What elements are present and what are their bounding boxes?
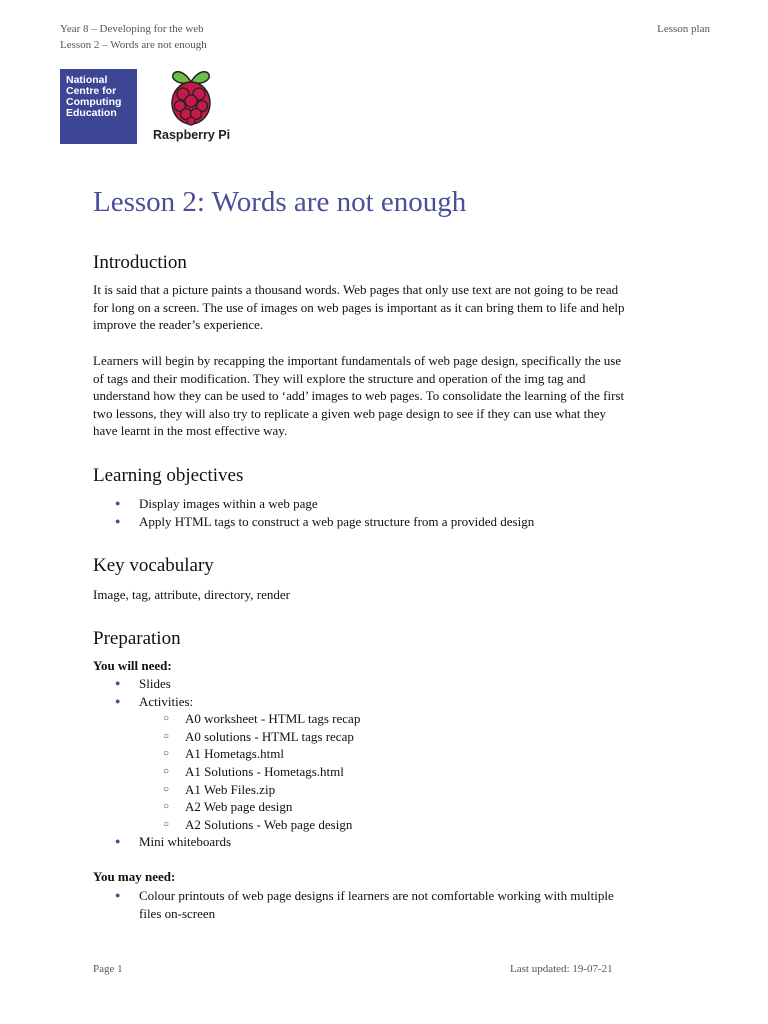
activity-item: ○ A1 Hometags.html xyxy=(93,745,360,763)
list-item-activities xyxy=(93,693,360,834)
you-may-need-list xyxy=(93,887,614,922)
objectives-list xyxy=(93,495,534,530)
activities-list xyxy=(139,710,360,833)
raspberry-pi-label: Raspberry Pi xyxy=(153,128,231,142)
section-heading-vocabulary: Key vocabulary xyxy=(93,555,214,576)
raspberry-icon xyxy=(167,66,215,126)
footer-page-number: Page 1 xyxy=(93,963,123,975)
paragraph-line: two lessons, they will also try to replicate a given web page design to see if they can use what they xyxy=(93,405,606,421)
section-heading-preparation: Preparation xyxy=(93,628,181,649)
list-item-line: files on-screen xyxy=(139,905,216,921)
ncce-logo-line: Education xyxy=(66,107,117,119)
paragraph-line: for long on a screen. The use of images on web pages is important as it can bring them to life and help xyxy=(93,299,625,315)
document-header-left xyxy=(60,21,207,53)
activity-item: ○ A1 Web Files.zip xyxy=(93,781,360,799)
list-item xyxy=(93,887,614,922)
paragraph-line: Learners will begin by recapping the important fundamentals of web page design, specifically the use xyxy=(93,353,622,368)
ncce-logo-line: Computing xyxy=(66,96,122,108)
raspberry-pi-logo xyxy=(150,66,240,148)
ncce-logo-line: Centre for xyxy=(66,85,117,97)
introduction-paragraph-2 xyxy=(93,352,683,440)
paragraph-line: It is said that a picture paints a thousand words. Web pages that only use text are not going to be read xyxy=(93,282,619,297)
paragraph-line: improve the reader’s experience. xyxy=(93,317,264,333)
list-item: ● Slides xyxy=(93,675,360,693)
paragraph-line: understand how they can be used to ‘add’ images to web pages. To consolidate the learning of the first xyxy=(93,388,625,404)
you-will-need-list xyxy=(93,675,360,851)
activity-item: ○ A0 solutions - HTML tags recap xyxy=(93,728,360,746)
vocabulary-text: Image, tag, attribute, directory, render xyxy=(93,587,290,602)
ncce-logo-line: National xyxy=(66,74,108,86)
header-course: Year 8 – Developing for the web xyxy=(60,23,204,35)
paragraph-line: of tags and their modification. They will explore the structure and operation of the img tag and xyxy=(93,370,586,386)
activity-item: ○ A0 worksheet - HTML tags recap xyxy=(93,710,360,728)
header-lesson: Lesson 2 – Words are not enough xyxy=(60,39,207,51)
list-item-label: Activities: xyxy=(139,693,194,709)
page-title: Lesson 2: Words are not enough xyxy=(93,186,467,218)
ncce-logo xyxy=(60,69,137,144)
you-will-need-label: You will need: xyxy=(93,658,172,673)
header-doc-type: Lesson plan xyxy=(657,23,710,35)
section-heading-objectives: Learning objectives xyxy=(93,465,244,486)
introduction-paragraph-1 xyxy=(93,281,683,334)
section-heading-introduction: Introduction xyxy=(93,252,187,273)
you-may-need-label: You may need: xyxy=(93,869,176,884)
list-item: ● Display images within a web page xyxy=(93,495,534,513)
list-item: ● Apply HTML tags to construct a web page structure from a provided design xyxy=(93,513,534,531)
list-item: ● Mini whiteboards xyxy=(93,833,360,851)
paragraph-line: have learnt in the most effective way. xyxy=(93,423,288,439)
activity-item: ○ A2 Solutions - Web page design xyxy=(93,816,360,834)
list-item-line: Colour printouts of web page designs if learners are not comfortable working with multiple xyxy=(139,888,614,903)
footer-last-updated: Last updated: 19-07-21 xyxy=(510,963,613,975)
activity-item: ○ A2 Web page design xyxy=(93,798,360,816)
activity-item: ○ A1 Solutions - Hometags.html xyxy=(93,763,360,781)
